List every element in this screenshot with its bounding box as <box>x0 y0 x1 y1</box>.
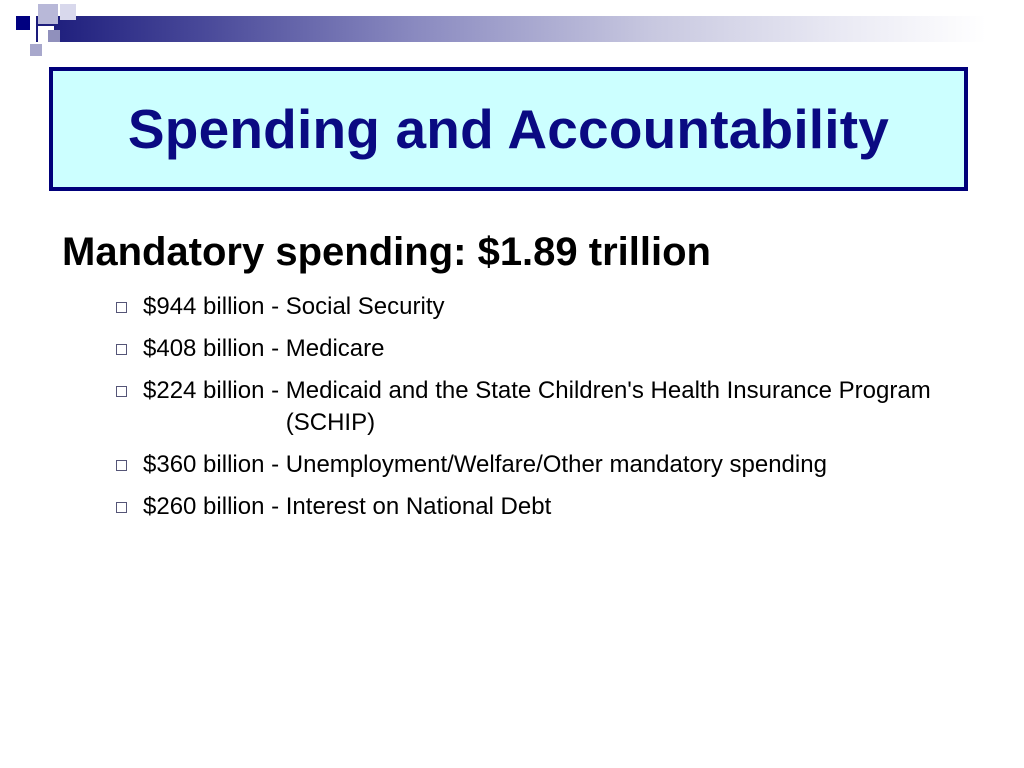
bullet-description: Interest on National Debt <box>285 493 552 520</box>
list-item <box>116 449 996 481</box>
bullet-description: Medicare <box>285 335 385 362</box>
bullet-amount: $224 billion - <box>143 377 286 404</box>
hollow-square-icon <box>116 302 127 313</box>
list-item <box>116 491 996 523</box>
hollow-square-icon <box>116 386 127 397</box>
hollow-square-icon <box>116 502 127 513</box>
list-item <box>116 291 996 323</box>
bullet-list <box>116 291 996 533</box>
slide-title: Spending and Accountability <box>127 98 890 160</box>
decorative-square-icon <box>30 44 42 56</box>
bullet-text <box>143 333 384 365</box>
decorative-square-icon <box>60 4 76 20</box>
bullet-text <box>143 449 827 481</box>
bullet-amount: $408 billion - <box>143 335 286 362</box>
bullet-text <box>143 491 551 523</box>
decorative-square-icon <box>48 30 60 42</box>
bullet-description: Medicaid and the State Children's Health Insurance Program (SCHIP) <box>285 377 931 436</box>
list-item <box>116 375 996 439</box>
bullet-description: Unemployment/Welfare/Other mandatory spending <box>285 451 827 478</box>
bullet-text <box>143 291 445 323</box>
bullet-amount: $260 billion - <box>143 493 286 520</box>
hollow-square-icon <box>116 460 127 471</box>
section-heading: Mandatory spending: $1.89 trillion <box>62 230 711 274</box>
hollow-square-icon <box>116 344 127 355</box>
top-gradient-bar <box>36 16 986 42</box>
bullet-amount: $944 billion - <box>143 293 286 320</box>
list-item <box>116 333 996 365</box>
title-box <box>49 67 968 191</box>
bullet-description: Social Security <box>285 293 445 320</box>
bullet-text <box>143 375 996 439</box>
bullet-amount: $360 billion - <box>143 451 286 478</box>
decorative-square-icon <box>38 4 58 24</box>
decorative-square-icon <box>16 16 30 30</box>
